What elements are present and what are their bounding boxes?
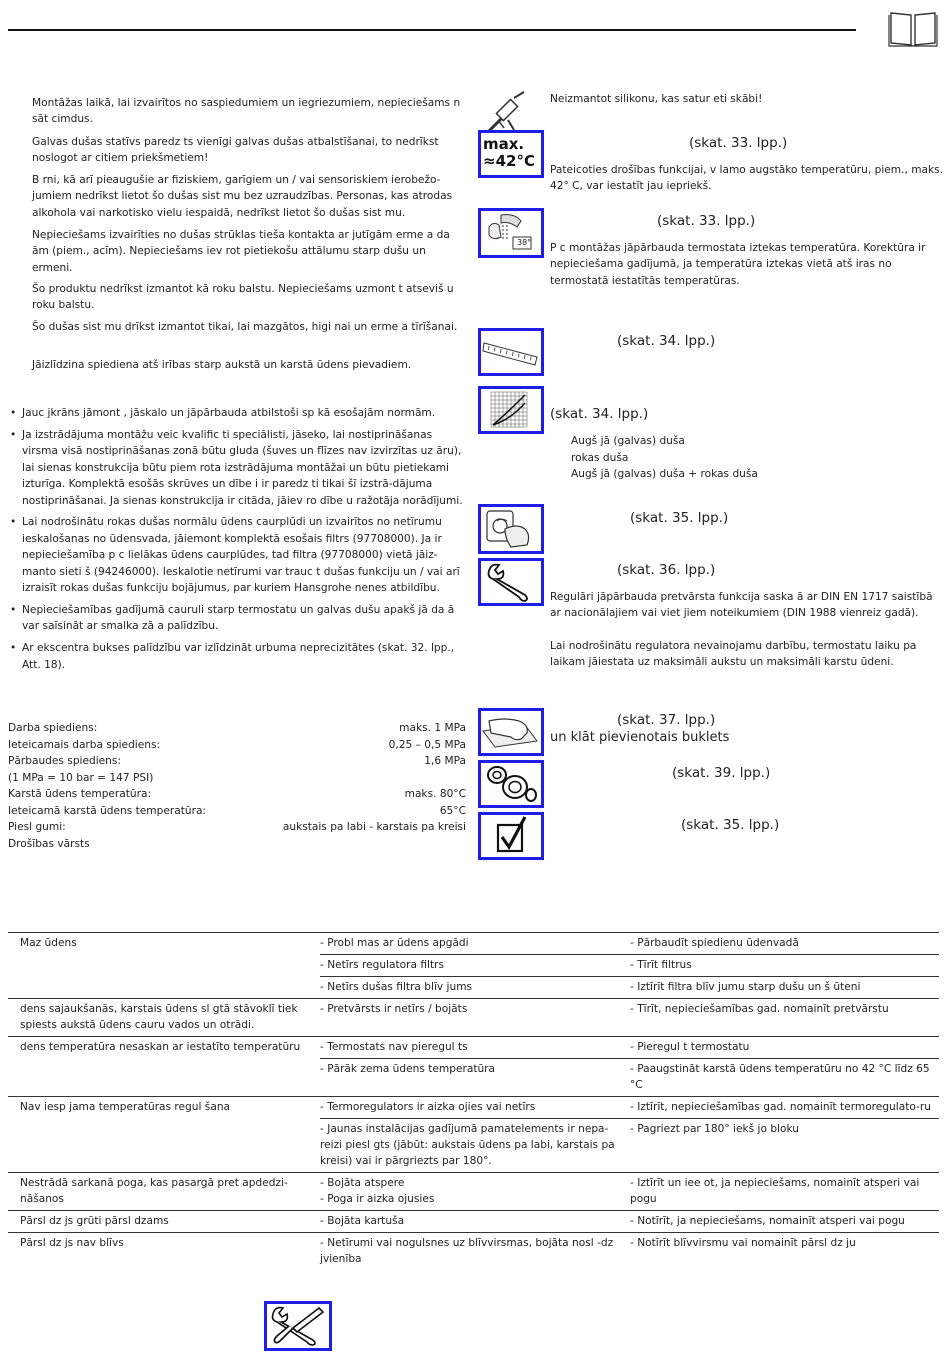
list-item: Augš jā (galvas) duša + rokas duša — [571, 468, 758, 481]
safety-note: Galvas dušas statīvs paredz ts vienīgi galvas dušas atbalstīšanai, to nedrīkst noslogot ar citiem priekšmetiem! — [32, 136, 439, 165]
max-temperature-icon: max. ≈42°C — [478, 130, 544, 178]
remedy-cell: - Pieregul t termostatu — [630, 1037, 939, 1059]
page-reference: (skat. 35. lpp.) — [681, 817, 780, 833]
list-item: • Jauc jkrāns jāmont , jāskalo un jāpārbauda atbilstoši sp kā esošajām normām. — [10, 407, 436, 419]
remedy-cell: - Tīrīt filtrus — [630, 955, 939, 977]
flow-item-list — [571, 433, 758, 483]
cause-cell: - Netīrumi vai nogulsnes uz blīvvirsmas, bojāta nosl -dz jvienība — [320, 1233, 630, 1271]
calibration-text: P c montāžas jāpārbauda termostata iztekas temperatūra. Korektūra ir nepieciešama gadījumā, ja temperatūra iztekas vietā atš iras no termostatā iestatītās temperatūras. — [550, 242, 926, 287]
problem-cell: Nav iesp jama temperatūras regul šana — [8, 1097, 320, 1173]
maintenance-text: Lai nodrošinātu regulatora nevainojamu darbību, termostatu laiku pa laikam jāiestata uz maksimāli aukstu un maksimāli karstu ūdeni. — [550, 640, 917, 669]
open-book-icon — [888, 10, 938, 48]
tech-row: Ieteicamais darba spiediens: 0,25 – 0,5 MPa — [8, 738, 466, 751]
table-row — [8, 1097, 939, 1119]
table-row — [8, 1211, 939, 1233]
tech-row: Pārbaudes spiediens: 1,6 MPa — [8, 755, 466, 767]
list-item: • Ja izstrādājuma montāžu veic kvalific ti speciālisti, jāseko, lai nostiprināšanas virsma visā nostiprināšanas zonā būtu gluda (šuves un flīzes nav izvirzītas uz āru), lai sienas konstrukcija būtu piem rota izstrādājuma montāžai un būtu pietiekami izturīga. Komplektā esošās skrūves un dībe i ir paredz ti tikai šī izstrā-dājuma nostiprināšanai. Ja sienas konstrukcija ir citāda, jāiev ro dībe u ražotāja norādījumi. — [10, 428, 463, 507]
cause-cell: - Netīrs regulatora filtrs — [320, 955, 630, 977]
table-row — [8, 1037, 939, 1059]
troubleshooting-table — [8, 932, 939, 1270]
page-reference: (skat. 34. lpp.) — [617, 333, 716, 349]
remedy-cell: - Pagriezt par 180° iekš jo bloku — [630, 1119, 939, 1173]
table-row — [8, 1233, 939, 1271]
cause-cell: - Probl mas ar ūdens apgādi — [320, 933, 630, 955]
cause-cell: - Termostats nav pieregul ts — [320, 1037, 630, 1059]
cause-cell: - Jaunas instalācijas gadījumā pamatelements ir nepa-reizi piesl gts (jābūt: aukstais ūdens pa labi, karstais pa kreisi) vai ir pārgriezts par 180°. — [320, 1119, 630, 1173]
table-row — [8, 999, 939, 1037]
spare-parts-icon — [478, 760, 544, 808]
tech-row: Darba spiediens: maks. 1 MPa — [8, 722, 466, 734]
remedy-cell: - Notīrīt blīvvirsmu vai nomainīt pārsl dz ju — [630, 1233, 939, 1271]
page-reference: (skat. 33. lpp.) — [657, 213, 756, 229]
safety-note: Jāizlīdzina spiediena atš irības starp aukstā un karstā ūdens pievadiem. — [32, 359, 412, 371]
tech-row: Ieteicamā karstā ūdens temperatūra: 65°C — [8, 804, 466, 817]
list-item: • Nepieciešamības gadījumā cauruli starp termostatu un galvas dušu apakš jā da ā var saīsināt ar smalka zā a palīdzību. — [10, 603, 455, 633]
wrench-icon — [478, 558, 544, 606]
cause-cell: - Bojāta kartuša — [320, 1211, 630, 1233]
list-item: Augš jā (galvas) duša — [571, 435, 685, 447]
problem-cell: Maz ūdens — [8, 933, 320, 999]
page-reference: (skat. 37. lpp.) — [617, 712, 716, 728]
cause-cell: - Bojāta atspere - Poga ir aizka ojusies — [320, 1173, 630, 1211]
remedy-cell: - Pārbaudīt spiedienu ūdenvadā — [630, 933, 939, 955]
ruler-icon — [478, 328, 544, 376]
table-row — [8, 933, 939, 955]
silicone-warning: Neizmantot silikonu, kas satur eti skābi! — [550, 93, 763, 105]
problem-cell: Pārsl dz js nav blīvs — [8, 1233, 320, 1271]
safety-function-text: Pateicoties drošības funkcijai, v lamo augstāko temperatūru, piem., maks. 42° C, var iestatīt jau iepriekš. — [550, 164, 944, 193]
remedy-cell: - Iztīrīt filtra blīv jumu starp dušu un š ūteni — [630, 977, 939, 999]
tech-row: Karstā ūdens temperatūra: maks. 80°C — [8, 788, 466, 800]
safety-note: Montāžas laikā, lai izvairītos no saspiedumiem un iegriezumiem, nepieciešams n sāt cimdus. — [32, 97, 461, 126]
flow-diagram-icon — [478, 386, 544, 434]
page-reference: (skat. 33. lpp.) — [689, 135, 788, 151]
problem-cell: dens temperatūra nesaskan ar iestatīto temperatūru — [8, 1037, 320, 1097]
page-reference: (skat. 35. lpp.) — [630, 510, 729, 526]
problem-cell: Nestrādā sarkanā poga, kas pasargā pret apdedzi-nāšanos — [8, 1173, 320, 1211]
tech-row: Piesl gumi: aukstais pa labi - karstais pa kreisi — [8, 821, 466, 833]
remedy-cell: - Paaugstināt karstā ūdens temperatūru no 42 °C līdz 65 °C — [630, 1059, 939, 1097]
cause-cell: - Netīrs dušas filtra blīv jums — [320, 977, 630, 999]
page-reference: (skat. 34. lpp.) — [550, 406, 649, 422]
safety-note: Šo produktu nedrīkst izmantot kā roku balstu. Nepieciešams uzmont t atseviš u roku balstu. — [32, 283, 454, 312]
cause-cell: - Pretvārsts ir netīrs / bojāts — [320, 999, 630, 1037]
safety-note: Nepieciešams izvairīties no dušas strūklas tieša kontakta ar jutīgām erme a da ām (piem., acīm). Nepieciešams iev rot pietiekošu attālumu starp dušu un ermeni. — [32, 229, 450, 274]
cause-cell: - Pārāk zema ūdens temperatūra — [320, 1059, 630, 1097]
booklet-note: un klāt pievienotais buklets — [550, 730, 730, 745]
tech-row: Drošības vārsts — [8, 838, 90, 850]
cause-cell: - Termoregulators ir aizka ojies vai netīrs — [320, 1097, 630, 1119]
header-rule — [8, 29, 856, 31]
remedy-cell: - Notīrīt, ja nepieciešams, nomainīt atsperi vai pogu — [630, 1211, 939, 1233]
tech-row: (1 MPa = 10 bar = 147 PSI) — [8, 771, 154, 784]
remedy-cell: - Tīrīt, nepieciešamības gad. nomainīt pretvārstu — [630, 999, 939, 1037]
remedy-cell: - Iztīrīt, nepieciešamības gad. nomainīt termoregulato-ru — [630, 1097, 939, 1119]
checklist-icon — [478, 812, 544, 860]
temperature-check-icon: 38° — [478, 208, 544, 258]
table-row — [8, 1173, 939, 1211]
safety-note: B rni, kā arī pieaugušie ar fiziskiem, garīgiem un / vai sensoriskiem ierobežo-jumiem nedrīkst lietot šo dušas sist mu bez uzraudzības. Personas, kas atrodas alkohola vai narkotisko vielu iespaidā, nedrīkst lietot šo dušas sist mu. — [32, 174, 453, 219]
safety-note: Šo dušas sist mu drīkst izmantot tikai, lai mazgātos, higi nai un erme a tīrīšanai. — [32, 321, 458, 333]
cleaning-hand-icon — [478, 708, 544, 756]
page-reference: (skat. 39. lpp.) — [672, 765, 771, 781]
problem-cell: Pārsl dz js grūti pārsl dzams — [8, 1211, 320, 1233]
list-item: • Ar ekscentra bukses palīdzību var izlīdzināt urbuma neprecizitātes (skat. 32. lpp., Att. 18). — [10, 642, 455, 671]
remedy-cell: - Iztīrīt un iee ot, ja nepieciešams, nomainīt atsperi vai pogu — [630, 1173, 939, 1211]
page-reference: (skat. 36. lpp.) — [617, 562, 716, 578]
problem-cell: dens sajaukšanās, karstais ūdens sl gtā stāvoklī tiek spiests aukstā ūdens cauru vados un otrādi. — [8, 999, 320, 1037]
hand-adjust-icon — [478, 504, 544, 554]
list-item: rokas duša — [571, 451, 629, 464]
tools-icon — [264, 1301, 332, 1351]
list-item: • Lai nodrošinātu rokas dušas normālu ūdens caurplūdi un izvairītos no netīrumu ieskalošanas no ūdensvada, jāiemont komplektā esošais filtrs (97708000). Ja ir nepieciešamība p c lielākas ūdens caurplūdes, tad filtra (97708000) vietā jāiz-manto sieti š (94246000). Ieskalotie netīrumi var trauc t dušas funkciju un / vai arī izraisīt rokas dušas funkciju bojājumus, par kuriem Hansgrohe nenes atbildību. — [10, 516, 460, 595]
mounting-instructions — [8, 405, 470, 679]
maintenance-text: Regulāri jāpārbauda pretvārsta funkcija saska ā ar DIN EN 1717 saistībā ar nacionālajiem vai viet jiem noteikumiem (DIN 1988 vienreiz gadā). — [550, 591, 933, 620]
